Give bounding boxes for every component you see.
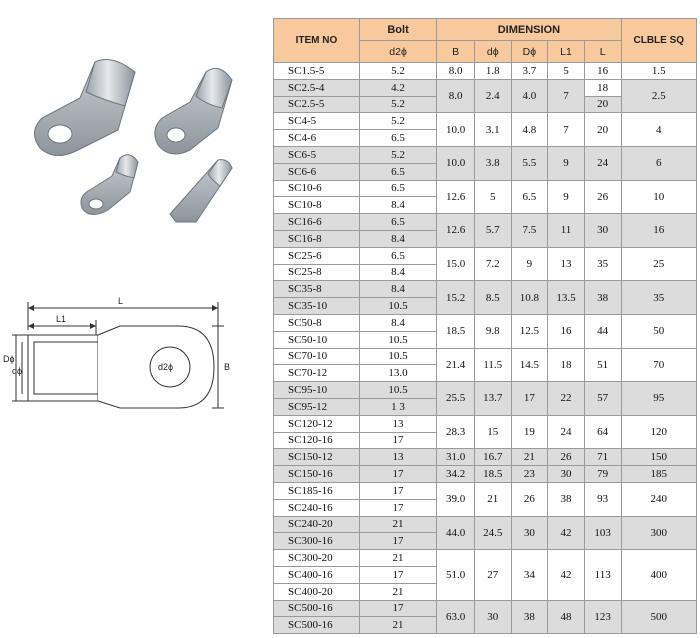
dim-d-cell: 3.1 <box>474 113 511 147</box>
table-row <box>274 180 697 197</box>
diagram-label-D: Dϕ <box>3 354 15 364</box>
clble-sq-cell: 2.5 <box>621 79 696 113</box>
dim-L-cell: 103 <box>584 516 621 550</box>
large-lug-photo-2 <box>155 68 232 154</box>
dim-B-cell: 63.0 <box>437 600 475 634</box>
dim-d-cell: 27 <box>474 550 511 600</box>
bolt-cell: 17 <box>359 499 436 516</box>
diagram-label-L: L <box>118 296 124 306</box>
dim-d-cell: 24.5 <box>474 516 511 550</box>
clble-sq-cell: 185 <box>621 466 696 483</box>
bolt-cell: 6.5 <box>359 130 436 147</box>
item-no-cell: SC500-16 <box>274 600 360 617</box>
item-no-cell: SC300-16 <box>274 533 360 550</box>
table-row <box>274 314 697 331</box>
item-no-cell: SC120-16 <box>274 432 360 449</box>
clble-sq-cell: 400 <box>621 550 696 600</box>
clble-sq-cell: 500 <box>621 600 696 634</box>
dim-L-cell: 35 <box>584 247 621 281</box>
bolt-cell: 10.5 <box>359 298 436 315</box>
dim-D-cell: 17 <box>511 382 548 416</box>
clble-sq-cell: 6 <box>621 146 696 180</box>
dim-L-cell: 20 <box>584 96 621 113</box>
dim-D-cell: 6.5 <box>511 180 548 214</box>
table-row <box>274 466 697 483</box>
dim-L-cell: 18 <box>584 79 621 96</box>
dim-L1-cell: 13 <box>548 247 585 281</box>
dim-L1-cell: 11 <box>548 214 585 248</box>
dim-D-cell: 7.5 <box>511 214 548 248</box>
bolt-cell: 17 <box>359 432 436 449</box>
item-no-cell: SC4-6 <box>274 130 360 147</box>
dim-L1-cell: 9 <box>548 180 585 214</box>
dim-d-cell: 3.8 <box>474 146 511 180</box>
dim-d-cell: 21 <box>474 482 511 516</box>
item-no-cell: SC150-12 <box>274 449 360 466</box>
item-no-cell: SC50-8 <box>274 314 360 331</box>
bolt-cell: 17 <box>359 566 436 583</box>
clble-sq-cell: 50 <box>621 314 696 348</box>
dim-L-cell: 44 <box>584 314 621 348</box>
dim-B-cell: 12.6 <box>437 180 475 214</box>
dim-d-cell: 18.5 <box>474 466 511 483</box>
item-no-cell: SC35-10 <box>274 298 360 315</box>
bolt-cell: 21 <box>359 550 436 567</box>
diagram-label-L1: L1 <box>56 314 67 324</box>
diagram-label-d2: d2ϕ <box>158 362 174 372</box>
dim-L1-cell: 22 <box>548 382 585 416</box>
item-no-cell: SC25-8 <box>274 264 360 281</box>
table-row <box>274 63 697 80</box>
dim-D-cell: 10.8 <box>511 281 548 315</box>
dim-D-cell: 19 <box>511 415 548 449</box>
dim-L-cell: 30 <box>584 214 621 248</box>
lug-dimension-diagram <box>0 290 270 420</box>
dim-B-cell: 8.0 <box>437 79 475 113</box>
bolt-cell: 13 <box>359 415 436 432</box>
dim-D-cell: 4.8 <box>511 113 548 147</box>
dim-L1-cell: 48 <box>548 600 585 634</box>
diagram-label-d: dϕ <box>12 366 23 376</box>
bolt-cell: 10.5 <box>359 331 436 348</box>
bolt-cell: 1 3 <box>359 398 436 415</box>
dim-D-cell: 3.7 <box>511 63 548 80</box>
item-no-cell: SC400-16 <box>274 566 360 583</box>
dim-d-cell: 5 <box>474 180 511 214</box>
bolt-cell: 8.4 <box>359 314 436 331</box>
bolt-cell: 13 <box>359 449 436 466</box>
dim-D-cell: 38 <box>511 600 548 634</box>
item-no-cell: SC2.5-4 <box>274 79 360 96</box>
dim-D-cell: 21 <box>511 449 548 466</box>
bolt-cell: 4.2 <box>359 79 436 96</box>
dim-D-cell: 9 <box>511 247 548 281</box>
spec-table-body <box>274 63 697 634</box>
dim-L-cell: 20 <box>584 113 621 147</box>
dim-L1-cell: 38 <box>548 482 585 516</box>
small-lug-photo <box>81 155 138 215</box>
table-row <box>274 113 697 130</box>
dim-B-cell: 39.0 <box>437 482 475 516</box>
dim-L1-cell: 9 <box>548 146 585 180</box>
item-no-cell: SC70-12 <box>274 365 360 382</box>
bolt-cell: 8.4 <box>359 281 436 298</box>
dim-d-cell: 15 <box>474 415 511 449</box>
bolt-cell: 6.5 <box>359 214 436 231</box>
dim-B-cell: 18.5 <box>437 314 475 348</box>
item-no-cell: SC50-10 <box>274 331 360 348</box>
item-no-cell: SC185-16 <box>274 482 360 499</box>
product-photos <box>0 0 270 250</box>
item-no-cell: SC240-20 <box>274 516 360 533</box>
table-row <box>274 79 697 96</box>
item-no-cell: SC150-16 <box>274 466 360 483</box>
header-dim-B: B <box>437 41 475 63</box>
small-lug-side-photo <box>170 160 232 222</box>
table-row <box>274 482 697 499</box>
clble-sq-cell: 70 <box>621 348 696 382</box>
item-no-cell: SC6-5 <box>274 146 360 163</box>
dim-L1-cell: 26 <box>548 449 585 466</box>
dim-L-cell: 57 <box>584 382 621 416</box>
dim-L1-cell: 18 <box>548 348 585 382</box>
dim-L1-cell: 42 <box>548 516 585 550</box>
dim-d-cell: 9.8 <box>474 314 511 348</box>
table-row <box>274 382 697 399</box>
clble-sq-cell: 35 <box>621 281 696 315</box>
clble-sq-cell: 16 <box>621 214 696 248</box>
clble-sq-cell: 240 <box>621 482 696 516</box>
item-no-cell: SC500-16 <box>274 617 360 634</box>
item-no-cell: SC240-16 <box>274 499 360 516</box>
dim-B-cell: 21.4 <box>437 348 475 382</box>
item-no-cell: SC95-10 <box>274 382 360 399</box>
dim-D-cell: 26 <box>511 482 548 516</box>
clble-sq-cell: 25 <box>621 247 696 281</box>
dim-L-cell: 24 <box>584 146 621 180</box>
dim-L-cell: 93 <box>584 482 621 516</box>
dim-B-cell: 15.2 <box>437 281 475 315</box>
bolt-cell: 5.2 <box>359 146 436 163</box>
header-bolt: Bolt <box>359 19 436 41</box>
bolt-cell: 21 <box>359 516 436 533</box>
dim-B-cell: 31.0 <box>437 449 475 466</box>
header-item-no: ITEM NO <box>274 19 360 63</box>
bolt-cell: 10.5 <box>359 348 436 365</box>
dim-D-cell: 12.5 <box>511 314 548 348</box>
dim-L-cell: 71 <box>584 449 621 466</box>
item-no-cell: SC6-6 <box>274 163 360 180</box>
table-row <box>274 214 697 231</box>
dim-B-cell: 15.0 <box>437 247 475 281</box>
bolt-cell: 17 <box>359 482 436 499</box>
dim-B-cell: 44.0 <box>437 516 475 550</box>
item-no-cell: SC16-6 <box>274 214 360 231</box>
dim-d-cell: 16.7 <box>474 449 511 466</box>
header-dim-L: L <box>584 41 621 63</box>
dim-D-cell: 30 <box>511 516 548 550</box>
clble-sq-cell: 10 <box>621 180 696 214</box>
table-row <box>274 550 697 567</box>
bolt-cell: 8.4 <box>359 197 436 214</box>
dim-L1-cell: 16 <box>548 314 585 348</box>
header-bolt-sub: d2ϕ <box>359 41 436 63</box>
dim-B-cell: 28.3 <box>437 415 475 449</box>
dim-L1-cell: 7 <box>548 113 585 147</box>
dim-D-cell: 4.0 <box>511 79 548 113</box>
dim-L-cell: 64 <box>584 415 621 449</box>
dim-D-cell: 14.5 <box>511 348 548 382</box>
clble-sq-cell: 300 <box>621 516 696 550</box>
header-dim-L1: L1 <box>548 41 585 63</box>
table-row <box>274 516 697 533</box>
bolt-cell: 5.2 <box>359 113 436 130</box>
table-row <box>274 449 697 466</box>
bolt-cell: 13.0 <box>359 365 436 382</box>
dim-L1-cell: 7 <box>548 79 585 113</box>
table-row <box>274 415 697 432</box>
header-dimension: DIMENSION <box>437 19 621 41</box>
clble-sq-cell: 120 <box>621 415 696 449</box>
dim-d-cell: 13.7 <box>474 382 511 416</box>
bolt-cell: 17 <box>359 600 436 617</box>
dim-D-cell: 5.5 <box>511 146 548 180</box>
dim-B-cell: 51.0 <box>437 550 475 600</box>
table-row <box>274 247 697 264</box>
bolt-cell: 8.4 <box>359 264 436 281</box>
bolt-cell: 6.5 <box>359 247 436 264</box>
dim-d-cell: 5.7 <box>474 214 511 248</box>
dim-B-cell: 12.6 <box>437 214 475 248</box>
dim-d-cell: 8.5 <box>474 281 511 315</box>
dim-B-cell: 10.0 <box>437 146 475 180</box>
bolt-cell: 17 <box>359 466 436 483</box>
large-lug-photo <box>34 60 135 156</box>
dim-L-cell: 38 <box>584 281 621 315</box>
dim-L-cell: 51 <box>584 348 621 382</box>
dim-L-cell: 123 <box>584 600 621 634</box>
header-clble-sq: CLBLE SQ <box>621 19 696 63</box>
table-row <box>274 348 697 365</box>
item-no-cell: SC10-8 <box>274 197 360 214</box>
dim-L-cell: 26 <box>584 180 621 214</box>
clble-sq-cell: 95 <box>621 382 696 416</box>
item-no-cell: SC300-20 <box>274 550 360 567</box>
dim-D-cell: 34 <box>511 550 548 600</box>
item-no-cell: SC25-6 <box>274 247 360 264</box>
dim-L1-cell: 24 <box>548 415 585 449</box>
dim-B-cell: 8.0 <box>437 63 475 80</box>
item-no-cell: SC70-10 <box>274 348 360 365</box>
item-no-cell: SC2.5-5 <box>274 96 360 113</box>
dim-L-cell: 113 <box>584 550 621 600</box>
table-row <box>274 146 697 163</box>
bolt-cell: 6.5 <box>359 163 436 180</box>
dim-B-cell: 34.2 <box>437 466 475 483</box>
dim-B-cell: 25.5 <box>437 382 475 416</box>
dim-D-cell: 23 <box>511 466 548 483</box>
clble-sq-cell: 4 <box>621 113 696 147</box>
dim-L-cell: 79 <box>584 466 621 483</box>
dim-d-cell: 7.2 <box>474 247 511 281</box>
bolt-cell: 10.5 <box>359 382 436 399</box>
dim-L1-cell: 5 <box>548 63 585 80</box>
spec-table <box>273 18 697 634</box>
dim-L1-cell: 13.5 <box>548 281 585 315</box>
bolt-cell: 21 <box>359 583 436 600</box>
dim-L1-cell: 30 <box>548 466 585 483</box>
header-dim-d: dϕ <box>474 41 511 63</box>
dim-L-cell: 16 <box>584 63 621 80</box>
dim-L1-cell: 42 <box>548 550 585 600</box>
item-no-cell: SC400-20 <box>274 583 360 600</box>
table-row <box>274 281 697 298</box>
bolt-cell: 8.4 <box>359 230 436 247</box>
diagram-label-B: B <box>224 362 231 372</box>
clble-sq-cell: 1.5 <box>621 63 696 80</box>
header-dim-D: Dϕ <box>511 41 548 63</box>
dim-d-cell: 1.8 <box>474 63 511 80</box>
bolt-cell: 17 <box>359 533 436 550</box>
item-no-cell: SC95-12 <box>274 398 360 415</box>
bolt-cell: 6.5 <box>359 180 436 197</box>
bolt-cell: 5.2 <box>359 63 436 80</box>
dim-d-cell: 2.4 <box>474 79 511 113</box>
bolt-cell: 21 <box>359 617 436 634</box>
item-no-cell: SC10-6 <box>274 180 360 197</box>
item-no-cell: SC120-12 <box>274 415 360 432</box>
item-no-cell: SC16-8 <box>274 230 360 247</box>
clble-sq-cell: 150 <box>621 449 696 466</box>
item-no-cell: SC35-8 <box>274 281 360 298</box>
dim-d-cell: 30 <box>474 600 511 634</box>
dim-d-cell: 11.5 <box>474 348 511 382</box>
table-row <box>274 600 697 617</box>
item-no-cell: SC4-5 <box>274 113 360 130</box>
item-no-cell: SC1.5-5 <box>274 63 360 80</box>
dim-B-cell: 10.0 <box>437 113 475 147</box>
bolt-cell: 5.2 <box>359 96 436 113</box>
